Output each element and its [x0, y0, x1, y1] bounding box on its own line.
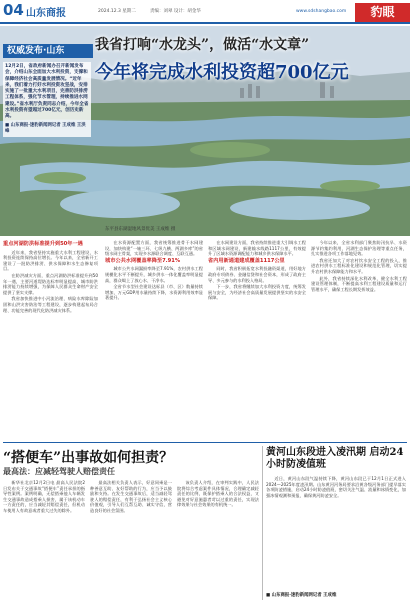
- subhead-water-network: 城市公共水网覆盖率降至7.91%: [105, 257, 181, 264]
- subhead-channel: 省内用新通道建成覆盖1117公里: [208, 257, 285, 264]
- paragraph: 新华社北京12月2日电 最高人民法院2日发布关于交通事故“搭便车”责任承担的指导性案例。案例明确，无偿搭乘他人车辆发生交通事故造成搭乘人损害，属于该机动车一方责任的，应当减轻其赔偿责任，但机动车使用人有故意或者重大过失的除外。: [3, 480, 85, 513]
- paragraph: 此外，我省持续深化水利改革，健全水利工程建设管理体制，不断提高水利工程建设质量和运行管理水平，确保工程长期发挥效益。: [311, 275, 407, 292]
- paragraph: 在水网建设方面，我省持续推进重大引调水工程和区域水网建设，新建输水线路1117公里，有效提升了区域水资源调配能力和城乡供水保障水平。: [208, 240, 306, 257]
- paragraph: 全省节水型社会建设达标县（市、区）数量持续增加，万元GDP用水量持续下降，水资源利用效率显著提升。: [105, 284, 203, 301]
- paper-name: 山东商报: [26, 8, 66, 19]
- photo-caption: 东平县东湖湿地风景优美 王成维 摄: [105, 227, 176, 232]
- page-header: [0, 0, 410, 24]
- article-column-1: [3, 240, 98, 314]
- issue-date: 2024.12.3 星期二: [98, 9, 136, 14]
- lead-author: ■ 山东商报·速豹新闻网记者 王成维 王洪峰: [5, 122, 86, 134]
- lead-paragraph: [3, 62, 91, 137]
- bottom-column-2: [90, 480, 172, 515]
- paragraph: 我省加快推进中小河流治理、病险水库除险加固和山洪灾害防治等工程建设，逐步构建起布局合理、功能完善的现代化防洪减灾体系。: [3, 296, 98, 313]
- bottom-column-1: [3, 480, 85, 515]
- paragraph: 我省还加大了对农村饮水安全工程的投入，推进农村供水工程标准化建设和规范化管理，切实提升农村供水保障能力和水平。: [311, 257, 407, 274]
- side-article-author: ■ 山东商报·速豹新闻网记者 王成维: [266, 593, 337, 598]
- side-article-title: 黄河山东段进入凌汛期 启动24小时防凌值班: [266, 447, 404, 470]
- bottom-article-title: “搭便车”出事故如何担责？: [3, 450, 174, 466]
- bottom-column-3: [177, 480, 259, 509]
- website-url[interactable]: www.sdshangbao.com: [296, 9, 347, 14]
- article-column-2: [105, 240, 203, 302]
- bottom-article-subtitle: 最高法：应减轻驾驶人赔偿责任: [3, 466, 115, 476]
- series-label: 权威发布·山东: [3, 44, 93, 58]
- paragraph: 下一步，我省将继续加大水利投资力度，统筹发展与安全，为经济社会高质量发展提供坚实的水安全保障。: [208, 284, 306, 301]
- paragraph: 近日，黄河山东段气温持续下降，黄河山东段已于12月1日正式进入2024—2025年度凌汛期。山东黄河河务局要求沿黄各级河务部门提早落实各项防凌措施，启动24小时防凌值班，密切关注气温、流量和冰情变化，加强冰情观测和预报，确保黄河防凌安全。: [266, 476, 406, 498]
- section-divider: [3, 442, 407, 443]
- editor-credit: 责编：刘翠 设计：胡金华: [150, 9, 201, 14]
- article-column-4: [311, 240, 407, 293]
- paragraph: 在防洪减灾方面，重点河湖防洪标准提升到50年一遇，主要河道堤防达标率明显提高，城市防洪排涝能力持续增强，为保障人民群众生命财产安全提供了坚实支撑。: [3, 272, 98, 295]
- section-badge: 豹眼: [355, 3, 410, 22]
- paragraph: 城市公共水网漏损率降至7.91%，农村供水工程规模化水平不断提升，城乡供水一体化覆盖率明显提高，群众喝上了放心水、干净水。: [105, 266, 203, 283]
- headline-block: [95, 34, 405, 84]
- side-article-body: [266, 476, 406, 499]
- paragraph: 同时，我省积极拓宽水利投融资渠道，用好地方政府专项债券、金融信贷和社会资本，形成了政府主导、多元参与的水利投入格局。: [208, 266, 306, 283]
- paragraph: 近年来，我省坚持实施重大水利工程建设，水利投资连续保持高位增长。今年以来，全省新开工建设了一批防洪排涝、供水保障和水生态修复项目。: [3, 249, 98, 272]
- subhead-flood: 重点河湖防洪标准提升到50年一遇: [3, 241, 83, 247]
- paragraph: 在水资源配置方面，我省统筹推进骨干水网建设，加快构建“一轴三环、七纵九横、两湖多库”的省级水网主骨架，实现多水源联合调度、互联互通。: [105, 240, 203, 257]
- page-number: 04: [3, 1, 24, 19]
- headline-main: 今年将完成水利投资超700亿元: [95, 62, 349, 83]
- headline-kicker: 我省打响“水龙头”，做活“水文章”: [95, 37, 310, 53]
- lead-text: 12月2日，省政府新闻办召开新闻发布会，介绍山东全面加大水利投资，支撑和保障经济社会高质量发展情况。“近年来，我们着力打好水利投资攻坚战，安排实施了一批重大水利项目，完善防洪排涝工程体系，强化节水管理，持续推进水网建设。”省水利厅负责同志介绍，今年全省水利投资有望超过700亿元，创历史新高。: [5, 64, 89, 120]
- column-rule: [262, 446, 263, 600]
- article-column-3: [208, 240, 306, 302]
- paragraph: 该负责人介绍，在审判实践中，人民法院将综合考虑案件具体情况，合理确定减轻责任的比例，既保护搭乘人的合法权益，又避免对好意施惠者苛以过重的责任，实现法律效果与社会效果的有机统一。: [177, 480, 259, 508]
- paragraph: 今年以来，全省水利部门聚焦防汛抗旱、水资源节约集约利用、河湖生态保护治理等重点任务，扎实推进各项工作落地见效。: [311, 240, 407, 257]
- paragraph: 最高法相关负责人表示，好意同乘是一种善意互助、友好帮助的行为，应当予以鼓励和支持。在发生交通事故后，适当减轻驾驶人的赔偿责任，有利于弘扬社会主义核心价值观，引导人们互帮互助、诚实守信，营造良好的社会氛围。: [90, 480, 172, 513]
